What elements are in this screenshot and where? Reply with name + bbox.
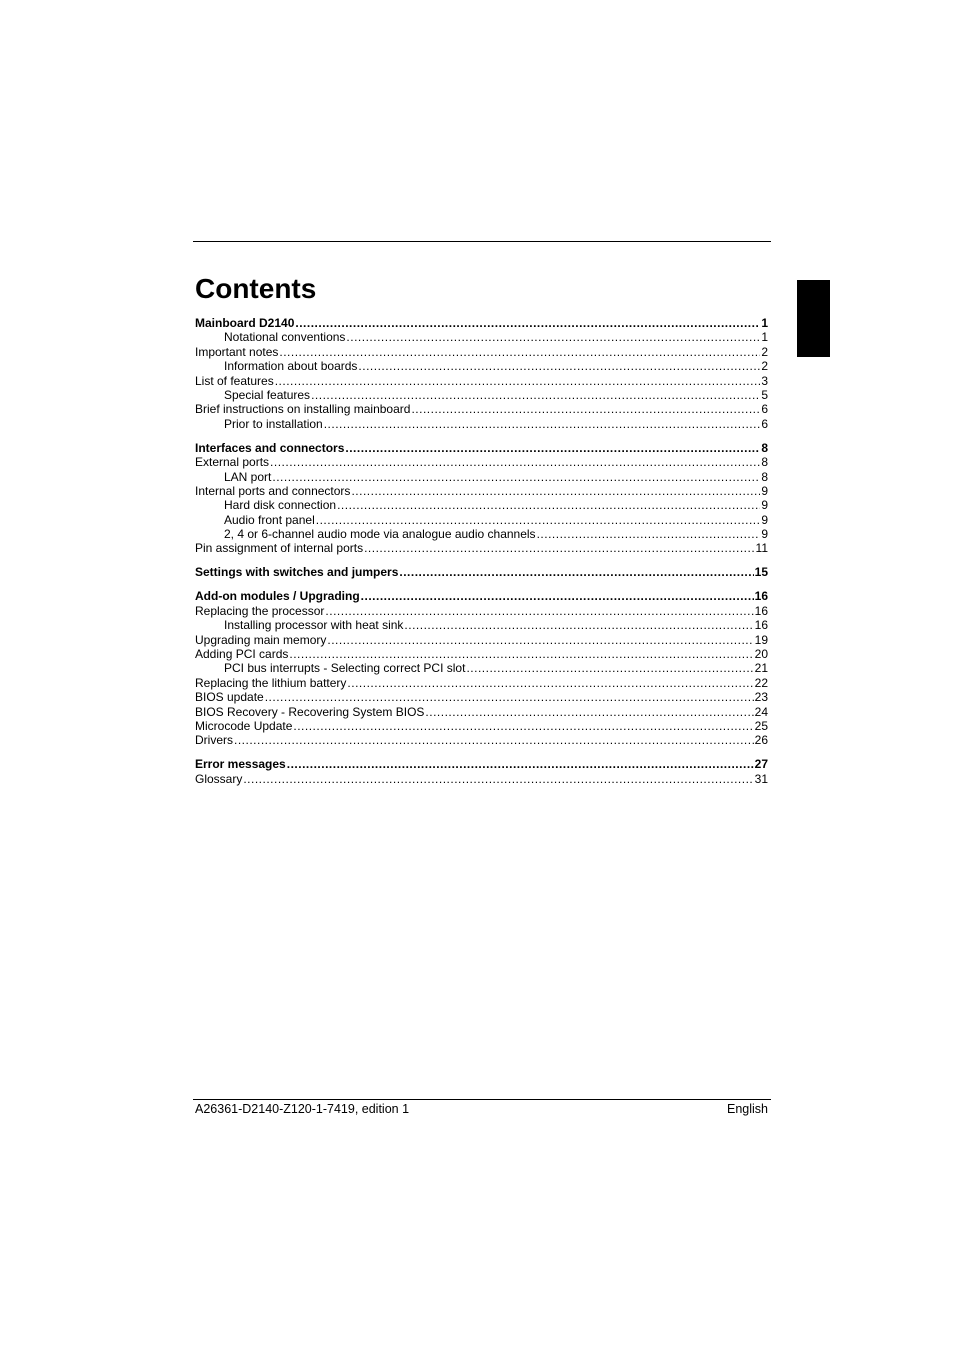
toc-entry-label: Interfaces and connectors <box>195 440 345 455</box>
toc-entry[interactable] <box>195 565 768 579</box>
toc-page-number: 9 <box>761 498 768 513</box>
toc-page-number: 15 <box>754 565 768 580</box>
toc-subentry[interactable] <box>195 417 768 431</box>
toc-entry[interactable] <box>195 719 768 733</box>
toc-page-number: 31 <box>754 771 768 786</box>
toc-dot-leader <box>537 527 761 541</box>
toc-entry-label: Upgrading main memory <box>195 632 327 647</box>
toc-entry-label: Prior to installation <box>224 416 323 431</box>
toc-dot-leader <box>345 441 760 455</box>
toc-entry[interactable] <box>195 676 768 690</box>
toc-dot-leader <box>361 589 754 603</box>
toc-entry[interactable] <box>195 345 768 359</box>
bottom-rule <box>193 1099 771 1100</box>
toc-entry-label: Microcode Update <box>195 718 293 733</box>
toc-dot-leader <box>270 455 760 469</box>
toc-page-number: 16 <box>754 603 768 618</box>
toc-group <box>195 316 768 431</box>
toc-dot-leader <box>316 513 761 527</box>
toc-page-number: 25 <box>754 718 768 733</box>
toc-entry[interactable] <box>195 589 768 603</box>
toc-entry-label: Notational conventions <box>224 330 346 345</box>
toc-entry[interactable] <box>195 316 768 330</box>
toc-entry-label: Hard disk connection <box>224 498 337 513</box>
toc-entry-label: LAN port <box>224 469 272 484</box>
toc-dot-leader <box>411 402 760 416</box>
table-of-contents <box>195 316 768 796</box>
toc-entry-label: Special features <box>224 387 311 402</box>
toc-dot-leader <box>425 705 753 719</box>
toc-dot-leader <box>399 565 753 579</box>
toc-dot-leader <box>337 498 760 512</box>
toc-entry[interactable] <box>195 374 768 388</box>
toc-entry-label: BIOS update <box>195 690 264 705</box>
toc-page-number: 3 <box>761 373 768 388</box>
toc-group <box>195 565 768 579</box>
toc-page-number: 26 <box>754 733 768 748</box>
toc-subentry[interactable] <box>195 618 768 632</box>
toc-dot-leader <box>324 417 761 431</box>
toc-page-number: 8 <box>761 455 768 470</box>
toc-entry-label: PCI bus interrupts - Selecting correct PCI slot <box>224 661 466 676</box>
toc-group <box>195 589 768 747</box>
toc-entry-label: Internal ports and connectors <box>195 483 351 498</box>
toc-entry-label: 2, 4 or 6-channel audio mode via analogue audio channels <box>224 527 536 542</box>
toc-entry-label: Error messages <box>195 757 286 772</box>
toc-entry-label: Replacing the processor <box>195 603 325 618</box>
toc-page-number: 23 <box>754 690 768 705</box>
toc-entry[interactable] <box>195 690 768 704</box>
toc-dot-leader <box>243 772 753 786</box>
toc-page-number: 6 <box>761 416 768 431</box>
toc-group <box>195 441 768 556</box>
toc-page-number: 5 <box>761 387 768 402</box>
toc-dot-leader <box>404 618 753 632</box>
toc-entry[interactable] <box>195 772 768 786</box>
toc-dot-leader <box>311 388 760 402</box>
toc-page-number: 11 <box>755 541 768 556</box>
toc-subentry[interactable] <box>195 661 768 675</box>
toc-entry-label: Information about boards <box>224 359 358 374</box>
toc-page-number: 16 <box>754 589 768 604</box>
toc-entry[interactable] <box>195 541 768 555</box>
toc-subentry[interactable] <box>195 527 768 541</box>
toc-dot-leader <box>327 633 753 647</box>
chapter-tab-marker <box>797 280 830 357</box>
toc-page-number: 24 <box>754 704 768 719</box>
toc-dot-leader <box>325 604 753 618</box>
toc-entry-label: Adding PCI cards <box>195 646 289 661</box>
toc-entry[interactable] <box>195 705 768 719</box>
toc-entry-label: BIOS Recovery - Recovering System BIOS <box>195 704 425 719</box>
toc-page-number: 9 <box>761 527 768 542</box>
toc-subentry[interactable] <box>195 388 768 402</box>
toc-dot-leader <box>346 330 760 344</box>
toc-page-number: 2 <box>761 344 768 359</box>
toc-page-number: 9 <box>761 512 768 527</box>
toc-entry-label: Audio front panel <box>224 512 315 527</box>
toc-dot-leader <box>272 470 760 484</box>
footer-document-id: A26361-D2140-Z120-1-7419, edition 1 <box>195 1102 410 1116</box>
toc-entry-label: Important notes <box>195 344 279 359</box>
toc-group <box>195 757 768 786</box>
toc-page-number: 8 <box>761 469 768 484</box>
toc-entry[interactable] <box>195 441 768 455</box>
toc-dot-leader <box>351 484 760 498</box>
toc-entry-label: Brief instructions on installing mainboard <box>195 402 411 417</box>
toc-subentry[interactable] <box>195 330 768 344</box>
toc-page-number: 6 <box>761 402 768 417</box>
toc-dot-leader <box>364 541 754 555</box>
top-rule <box>193 241 771 242</box>
toc-entry-label: Add-on modules / Upgrading <box>195 589 360 604</box>
toc-page-number: 2 <box>761 359 768 374</box>
toc-subentry[interactable] <box>195 513 768 527</box>
footer-language: English <box>727 1102 768 1116</box>
toc-dot-leader <box>347 676 753 690</box>
toc-dot-leader <box>234 733 754 747</box>
toc-page-number: 1 <box>761 316 768 330</box>
toc-dot-leader <box>358 359 760 373</box>
toc-dot-leader <box>293 719 753 733</box>
toc-entry[interactable] <box>195 733 768 747</box>
toc-dot-leader <box>287 757 754 771</box>
toc-entry-label: Replacing the lithium battery <box>195 675 347 690</box>
toc-page-number: 20 <box>754 646 768 661</box>
toc-entry-label: Settings with switches and jumpers <box>195 565 399 580</box>
toc-entry-label: External ports <box>195 455 270 470</box>
toc-entry[interactable] <box>195 484 768 498</box>
toc-entry[interactable] <box>195 757 768 771</box>
toc-page-number: 9 <box>761 483 768 498</box>
toc-page-number: 1 <box>761 330 768 345</box>
toc-dot-leader <box>265 690 754 704</box>
toc-entry-label: Installing processor with heat sink <box>224 618 404 633</box>
toc-dot-leader <box>275 374 761 388</box>
toc-subentry[interactable] <box>195 359 768 373</box>
toc-page-number: 19 <box>754 632 768 647</box>
toc-entry[interactable] <box>195 647 768 661</box>
toc-dot-leader <box>466 661 753 675</box>
toc-page-number: 27 <box>754 757 768 772</box>
toc-page-number: 8 <box>761 440 768 455</box>
toc-page-number: 21 <box>754 661 768 676</box>
toc-entry-label: List of features <box>195 373 274 388</box>
toc-dot-leader <box>279 345 760 359</box>
toc-entry[interactable] <box>195 633 768 647</box>
page-title: Contents <box>195 273 317 304</box>
toc-entry-label: Drivers <box>195 733 233 748</box>
toc-subentry[interactable] <box>195 470 768 484</box>
toc-dot-leader <box>295 316 760 330</box>
toc-entry-label: Glossary <box>195 771 243 786</box>
toc-page-number: 16 <box>754 618 768 633</box>
toc-page-number: 22 <box>754 675 768 690</box>
toc-entry-label: Pin assignment of internal ports <box>195 541 364 556</box>
toc-dot-leader <box>289 647 753 661</box>
toc-entry[interactable] <box>195 402 768 416</box>
toc-entry-label: Mainboard D2140 <box>195 316 295 330</box>
toc-entry[interactable] <box>195 455 768 469</box>
toc-subentry[interactable] <box>195 498 768 512</box>
toc-entry[interactable] <box>195 604 768 618</box>
